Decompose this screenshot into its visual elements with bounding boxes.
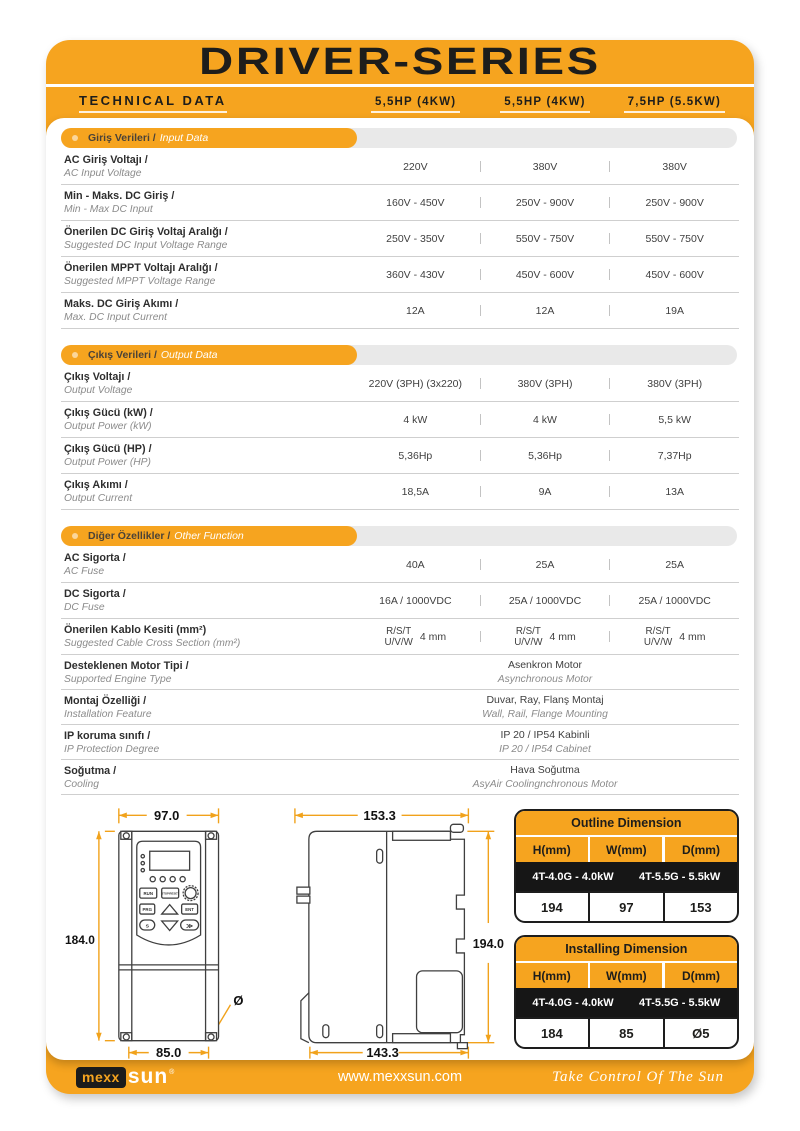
dim-front-hole: Ø	[233, 992, 244, 1008]
spec-row-suggested-dc-input: Önerilen DC Giriş Voltaj Aralığı / Suggested DC Input Voltage Range 250V - 350V 550V - 750V 550V - 750V	[61, 221, 739, 257]
value-h: 194	[541, 899, 563, 915]
header	[46, 40, 754, 84]
value-w: 97	[588, 893, 662, 921]
col-header-h: H(mm)	[516, 837, 588, 862]
section-header-input-data: Giriş Verileri / Input Data	[61, 128, 739, 148]
prg-button-label: PRG	[142, 907, 152, 913]
slogan-text: Take Control Of The Sun	[552, 1068, 724, 1085]
s-button-label: S	[145, 923, 149, 930]
logo-mexx-box: mexx	[76, 1067, 126, 1088]
bullet-icon	[72, 135, 78, 141]
col-header-d: D(mm)	[665, 837, 737, 862]
spec-row-output-power-hp: Çıkış Gücü (HP) / Output Power (HP) 5,36Hp 5,36Hp 7,37Hp	[61, 438, 739, 474]
value-w: 85	[588, 1019, 662, 1047]
model-band: 4T-4.0G - 4.0kW 4T-5.5G - 5.5kW	[516, 862, 737, 891]
drawings-area	[61, 795, 739, 1060]
spec-row-min-max-dc-input: Min - Maks. DC Giriş / Min - Max DC Input 160V - 450V 250V - 900V 250V - 900V	[61, 185, 739, 221]
spec-row-ac-fuse: AC Sigorta / AC Fuse 40A 25A 25A	[61, 547, 739, 583]
dimension-tables	[514, 809, 739, 1049]
dim-front-width: 97.0	[154, 807, 180, 823]
technical-data-row	[46, 87, 754, 118]
spec-row-cable-cross-section: Önerilen Kablo Kesiti (mm²) Suggested Cable Cross Section (mm²) R/S/T U/V/W 4 mm R/S/T U/V/W 4 mm R/S/T U/V/W 4 mm	[61, 619, 739, 655]
logo-sun-text: sun	[127, 1065, 169, 1088]
technical-data-label: TECHNICAL DATA	[79, 93, 227, 113]
value-d: 153	[663, 893, 737, 921]
dim-side-width-bottom: 143.3	[366, 1045, 400, 1060]
stop-reset-button-label: STOP/RESET	[161, 891, 179, 896]
col-header-w: W(mm)	[590, 963, 662, 988]
side-view-drawing	[265, 803, 507, 1060]
value-h: 184	[541, 1025, 563, 1041]
spec-row-installation-feature: Montaj Özelliği / Installation Feature Duvar, Ray, Flanş Montaj Wall, Rail, Flange Mounting	[61, 690, 739, 725]
section-header-other-function: Diğer Özellikler / Other Function	[61, 526, 739, 546]
spec-row-max-dc-current: Maks. DC Giriş Akımı / Max. DC Input Current 12A 12A 19A	[61, 293, 739, 329]
spec-row-supported-engine-type: Desteklenen Motor Tipi / Supported Engine Type Asenkron Motor Asynchronous Motor	[61, 655, 739, 690]
website-url: www.mexxsun.com	[337, 1069, 463, 1085]
spec-row-output-voltage: Çıkış Voltajı / Output Voltage 220V (3PH) (3x220) 380V (3PH) 380V (3PH)	[61, 366, 739, 402]
table-title: Outline Dimension	[516, 811, 737, 837]
section-header-output-data: Çıkış Verileri / Output Data	[61, 345, 739, 365]
model-column-1: 5,5HP (4KW)	[351, 92, 480, 113]
table-title: Installing Dimension	[516, 937, 737, 963]
fast-button-label: ≫	[186, 923, 194, 931]
model-band: 4T-4.0G - 4.0kW 4T-5.5G - 5.5kW	[516, 988, 737, 1017]
bullet-icon	[72, 533, 78, 539]
content-panel	[46, 118, 754, 1060]
spec-row-output-current: Çıkış Akımı / Output Current 18,5A 9A 13A	[61, 474, 739, 510]
datasheet-card	[46, 40, 754, 1094]
installing-dimension-table	[514, 935, 739, 1049]
run-button-label: RUN	[143, 891, 153, 897]
dim-side-height: 194.0	[473, 936, 505, 951]
footer-bar	[46, 1060, 754, 1094]
spec-row-output-power-kw: Çıkış Gücü (kW) / Output Power (kW) 4 kW 4 kW 5,5 kW	[61, 402, 739, 438]
mexxsun-logo	[76, 1067, 174, 1088]
outline-dimension-table	[514, 809, 739, 923]
dim-side-width: 153.3	[363, 807, 397, 823]
col-header-h: H(mm)	[516, 963, 588, 988]
spec-row-cooling: Soğutma / Cooling Hava Soğutma AsyAir Coolingnchronous Motor	[61, 760, 739, 795]
model-column-3: 7,5HP (5.5KW)	[610, 92, 739, 113]
value-d: Ø5	[663, 1019, 737, 1047]
spec-row-suggested-mppt: Önerilen MPPT Voltajı Aralığı / Suggested MPPT Voltage Range 360V - 430V 450V - 600V 450V - 600V	[61, 257, 739, 293]
registered-mark: ®	[169, 1068, 175, 1076]
spec-row-dc-fuse: DC Sigorta / DC Fuse 16A / 1000VDC 25A / 1000VDC 25A / 1000VDC	[61, 583, 739, 619]
spec-row-ip-protection: IP koruma sınıfı / IP Protection Degree IP 20 / IP54 Kabinli IP 20 / IP54 Cabinet	[61, 725, 739, 760]
dim-front-width-bottom: 85.0	[156, 1045, 182, 1060]
col-header-w: W(mm)	[590, 837, 662, 862]
front-view-drawing	[63, 803, 259, 1060]
page-title: DRIVER-SERIES	[199, 40, 601, 83]
ent-button-label: ENT	[185, 907, 194, 913]
bullet-icon	[72, 352, 78, 358]
col-header-d: D(mm)	[665, 963, 737, 988]
model-column-2: 5,5HP (4KW)	[480, 92, 609, 113]
dim-front-height: 184.0	[64, 932, 95, 947]
spec-row-ac-input-voltage: AC Giriş Voltajı / AC Input Voltage 220V 380V 380V	[61, 149, 739, 185]
